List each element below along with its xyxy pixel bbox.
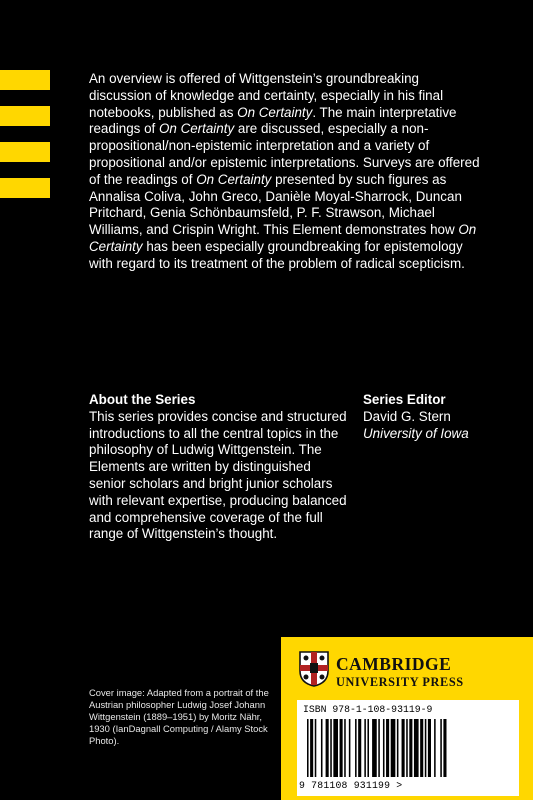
about-heading: About the Series — [89, 392, 196, 407]
cover-credit-text: Adapted from a portrait of the Austrian philosopher Ludwig Josef Johann Wittgenstein (1889–1951) by Moritz Nähr, 1930 (IanDagnall Computing / Alamy Stock Photo). — [89, 687, 269, 747]
editor-institution: University of Iowa — [363, 425, 469, 441]
series-editor — [363, 392, 513, 442]
blurb-text: . The main interpretative readings of — [89, 104, 457, 137]
blurb-text: has been especially groundbreaking for epistemology with regard to its treatment of the problem of radical scepticism. — [89, 238, 465, 271]
cambridge-crest-icon — [299, 651, 329, 687]
yellow-accent-bar — [0, 142, 50, 162]
blurb-title-ref: On Certainty — [237, 104, 313, 120]
back-cover-blurb — [89, 71, 481, 273]
editor-name: David G. Stern — [363, 408, 451, 424]
yellow-accent-bar — [0, 70, 50, 90]
blurb-text: An overview is offered of Wittgenstein’s groundbreaking discussion of knowledge and certainty, especially in his final notebooks, published as — [89, 71, 444, 120]
publisher-name: CAMBRIDGE — [336, 654, 452, 674]
publisher-subtitle: UNIVERSITY PRESS — [336, 675, 464, 689]
blurb-text: presented by such figures as Annalisa Coliva, John Greco, Danièle Moyal-Sharrock, Duncan Pritchard, Genia Schönbaumsfeld, P. F. Strawson, Michael Williams, and Crispin Wright. This Element demonstrates how — [89, 171, 462, 238]
about-text: This series provides concise and structured introductions to all the central topics in the philosophy of Ludwig Wittgenstein. The Elements are written by distinguished senior scholars and bright junior scholars with relevant expertise, producing balanced and comprehensive coverage of the full range of Wittgenstein’s thought. — [89, 408, 347, 542]
yellow-accent-bar — [0, 178, 50, 198]
isbn-barcode-box — [297, 700, 519, 796]
cover-image-credit — [89, 687, 269, 747]
blurb-text: are discussed, especially a non-propositional/non-epistemic interpretation and a variety of propositional and/or epistemic interpretations. Surveys are offered of the readings of — [89, 121, 480, 187]
yellow-accent-bar — [0, 106, 50, 126]
about-the-series — [89, 392, 349, 543]
cover-credit-label: Cover image: — [89, 687, 145, 698]
editor-heading: Series Editor — [363, 392, 446, 407]
blurb-title-ref: On Certainty — [158, 121, 235, 137]
barcode-icon — [307, 719, 513, 777]
publisher-panel — [281, 637, 533, 800]
blurb-title-ref: On Certainty — [196, 171, 272, 187]
blurb-title-ref: On Certainty — [89, 222, 477, 254]
isbn-digits: 9 781108 931199 > — [299, 780, 403, 791]
isbn-label: ISBN 978-1-108-93119-9 — [303, 704, 433, 715]
